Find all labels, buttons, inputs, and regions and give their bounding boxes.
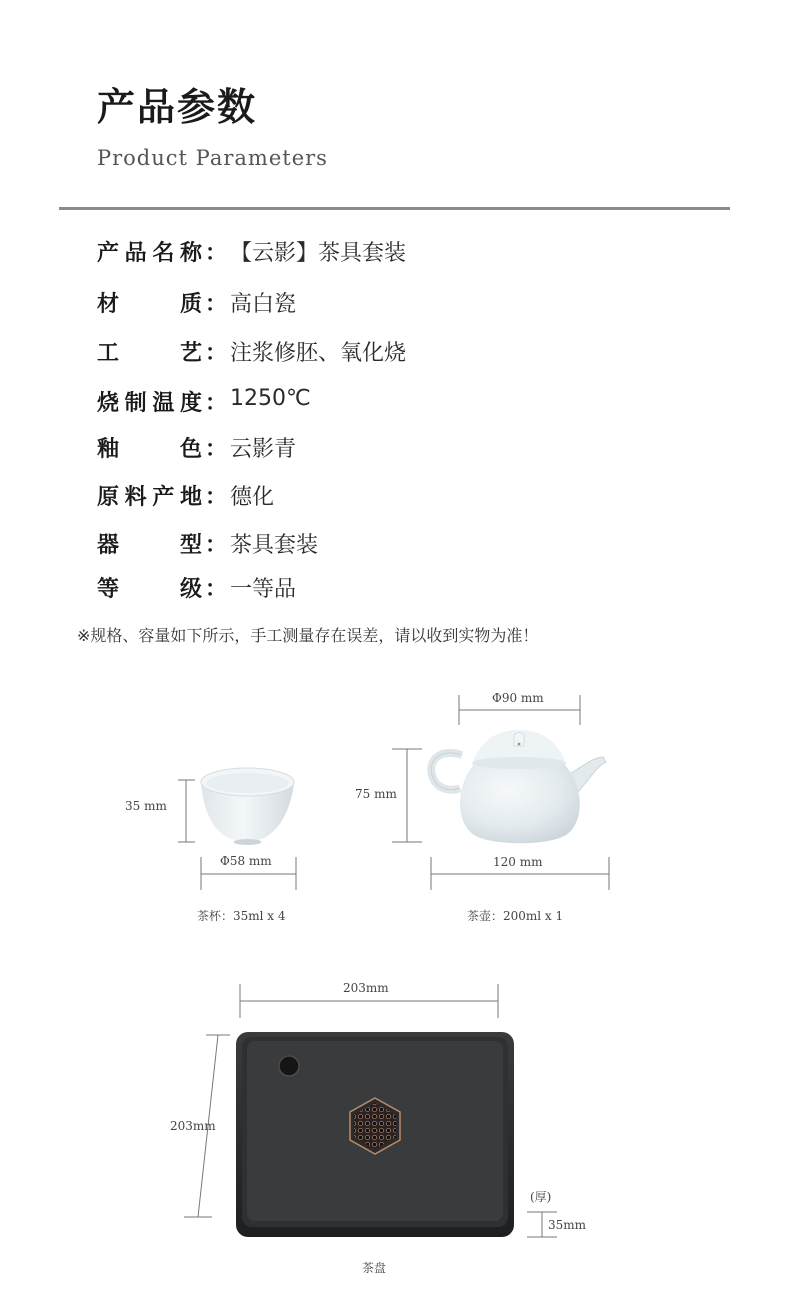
param-colon: ： (205, 341, 228, 366)
tray-thickness-label: 35mm (548, 1218, 587, 1232)
param-colon: ： (205, 437, 228, 462)
param-label-char: 烧 (97, 391, 120, 416)
param-value: 云影青 (230, 437, 297, 462)
cup-image (201, 768, 294, 845)
teapot-height-label: 75 mm (355, 787, 397, 801)
tray-image (236, 1032, 514, 1237)
param-label-char: 艺 (179, 341, 202, 366)
cup-caption: 茶杯：35ml x 4 (197, 909, 286, 923)
param-colon: ： (205, 533, 228, 558)
param-colon: ： (205, 485, 228, 510)
param-value: 高白瓷 (230, 292, 297, 317)
param-label-char: 原 (97, 485, 120, 510)
param-label-char: 产 (152, 485, 175, 510)
param-label-char: 色 (179, 437, 202, 462)
param-label-char: 级 (179, 577, 202, 602)
param-label-char: 质 (179, 292, 202, 317)
param-colon: ： (205, 391, 228, 416)
param-colon: ： (205, 241, 228, 266)
param-value: 茶具套装 (230, 533, 319, 558)
tray-width-label: 203mm (343, 981, 389, 995)
param-label-char: 工 (97, 341, 120, 366)
param-label-char: 等 (97, 577, 120, 602)
teapot-top-label: Φ90 mm (492, 691, 544, 705)
param-label-char: 制 (124, 391, 147, 416)
param-label-char: 度 (179, 391, 202, 416)
param-label-char: 温 (152, 391, 175, 416)
param-colon: ： (205, 577, 228, 602)
param-label-char: 料 (124, 485, 147, 510)
param-value: 一等品 (230, 577, 297, 602)
param-label-char: 品 (124, 241, 147, 266)
param-colon: ： (205, 292, 228, 317)
param-label-char: 型 (179, 533, 202, 558)
teapot-width-label: 120 mm (493, 855, 543, 869)
param-value: 1250℃ (230, 386, 311, 411)
cup-height-dimension (178, 780, 195, 842)
teapot-image (431, 730, 606, 843)
param-label-char: 称 (179, 241, 202, 266)
tray-height-label: 203mm (170, 1119, 216, 1133)
param-label-char: 釉 (97, 437, 120, 462)
page-subtitle: Product Parameters (97, 146, 328, 170)
param-value: 德化 (230, 485, 275, 510)
cup-height-label: 35 mm (125, 799, 167, 813)
page-title: 产品参数 (97, 84, 258, 129)
param-label-char: 器 (97, 533, 120, 558)
param-value: 【云影】茶具套装 (230, 241, 407, 266)
param-label-char: 产 (97, 241, 120, 266)
param-value: 注浆修胚、氧化烧 (230, 341, 407, 366)
teapot-caption: 茶壶：200ml x 1 (467, 909, 564, 923)
tray-thickness-note: (厚) (530, 1190, 552, 1204)
param-label-char: 材 (97, 292, 120, 317)
measurement-note: ※规格、容量如下所示，手工测量存在误差，请以收到实物为准！ (77, 626, 539, 645)
cup-diameter-label: Φ58 mm (220, 854, 272, 868)
param-label-char: 地 (179, 485, 202, 510)
param-label-char: 名 (152, 241, 175, 266)
tray-caption: 茶盘 (362, 1261, 387, 1275)
